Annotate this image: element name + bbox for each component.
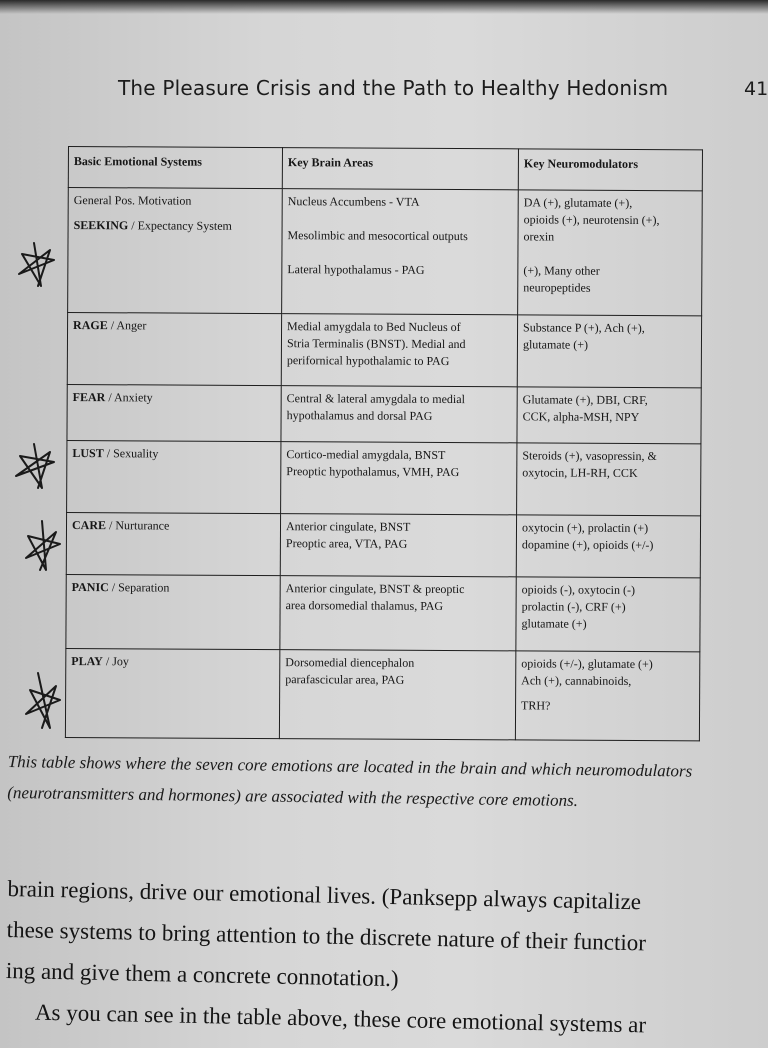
page-top-shadow: [0, 0, 768, 14]
system-cell: [67, 440, 281, 513]
table-row-rage: [67, 313, 701, 388]
system-cell: [68, 188, 283, 314]
neuromodulators-cell: [517, 443, 701, 516]
table-row-seeking: [68, 188, 703, 316]
handdrawn-star-icon: [14, 240, 58, 290]
neuromodulator-line: oxytocin, LH-RH, CCK: [522, 465, 638, 480]
header-basic-emotional-systems: Basic Emotional Systems: [68, 147, 282, 189]
neuromodulator-line: Steroids (+), vasopressin, &: [522, 448, 657, 464]
system-description: / Sexuality: [103, 446, 159, 461]
system-cell: [66, 512, 280, 575]
body-line: As you can see in the table above, these core emotional systems ar: [34, 999, 647, 1038]
system-preline: General Pos. Motivation: [73, 193, 192, 208]
handdrawn-star-icon: [20, 518, 64, 574]
brain-area-line: Dorsomedial diencephalon: [285, 655, 415, 670]
header-key-neuromodulators: Key Neuromodulators: [518, 149, 702, 191]
table-row-panic: [66, 574, 700, 651]
brain-area-line: Preoptic hypothalamus, VMH, PAG: [286, 464, 460, 480]
neuromodulator-line: oxytocin (+), prolactin (+): [521, 520, 649, 536]
neuromodulator-line: Ach (+), cannabinoids,: [521, 673, 632, 688]
brain-areas-cell: [280, 576, 516, 651]
system-cell: [67, 313, 281, 386]
brain-areas-cell: [281, 314, 517, 387]
running-head: The Pleasure Crisis and the Path to Healthy Hedonism: [118, 76, 669, 100]
brain-area-line: Nucleus Accumbens - VTA: [287, 194, 420, 209]
brain-area-line: Stria Terminalis (BNST). Medial and: [286, 336, 466, 352]
system-description: / Separation: [108, 580, 170, 595]
table-header-row: [68, 147, 702, 191]
system-name: PLAY: [71, 654, 103, 669]
table-row-fear: [67, 384, 701, 443]
brain-area-line: perifornical hypothalamic to PAG: [286, 353, 450, 368]
system-description: / Nurturance: [105, 518, 170, 533]
neuromodulator-line: CCK, alpha-MSH, NPY: [522, 409, 640, 424]
brain-area-line: Anterior cingulate, BNST & preoptic: [285, 581, 465, 597]
system-cell: [66, 574, 280, 649]
system-description: / Anxiety: [105, 390, 153, 405]
neuromodulator-line: prolactin (-), CRF (+): [521, 599, 626, 614]
handdrawn-star-icon: [12, 440, 58, 492]
page-number: 41: [744, 78, 768, 100]
neuromodulator-line: (+), Many other: [523, 263, 600, 278]
brain-area-line: area dorsomedial thalamus, PAG: [285, 598, 444, 613]
emotional-systems-table: [65, 146, 703, 741]
brain-area-line: Lateral hypothalamus - PAG: [287, 262, 425, 277]
neuromodulator-line: Glutamate (+), DBI, CRF,: [522, 392, 648, 408]
brain-area-line: hypothalamus and dorsal PAG: [286, 408, 433, 423]
body-text: [5, 868, 768, 1048]
brain-area-line: Medial amygdala to Bed Nucleus of: [287, 319, 461, 335]
system-name: CARE: [71, 518, 107, 533]
brain-area-line: Cortico-medial amygdala, BNST: [286, 447, 446, 462]
system-cell: [65, 648, 279, 738]
neuromodulators-cell: [515, 651, 699, 741]
system-description: / Joy: [102, 654, 129, 669]
handdrawn-star-icon: [20, 670, 64, 732]
neuromodulators-cell: [517, 315, 701, 388]
system-name: SEEKING: [73, 218, 129, 233]
system-name: PANIC: [71, 580, 109, 595]
neuromodulators-cell: [518, 190, 703, 316]
neuromodulators-cell: [516, 577, 700, 652]
neuromodulators-cell: [516, 515, 700, 578]
brain-areas-cell: [281, 386, 517, 443]
neuromodulator-line: Substance P (+), Ach (+),: [523, 320, 645, 336]
brain-areas-cell: [281, 442, 517, 515]
neuromodulator-line: neuropeptides: [523, 280, 591, 295]
brain-areas-cell: [282, 189, 519, 315]
system-name: LUST: [72, 446, 104, 461]
neuromodulator-line: DA (+), glutamate (+),: [523, 195, 633, 210]
neuromodulator-line: dopamine (+), opioids (+/-): [521, 537, 654, 553]
header-key-brain-areas: Key Brain Areas: [282, 148, 518, 190]
brain-areas-cell: [279, 650, 515, 740]
brain-area-line: Anterior cingulate, BNST: [285, 519, 411, 534]
body-line: ing and give them a concrete connotation.): [5, 957, 399, 992]
system-name: FEAR: [72, 390, 106, 405]
neuromodulator-line: opioids (+), neurotensin (+),: [523, 212, 660, 228]
neuromodulator-line: glutamate (+): [521, 616, 587, 631]
system-description: / Anger: [107, 318, 147, 333]
table-row-play: [65, 648, 699, 740]
brain-area-line: Central & lateral amygdala to medial: [286, 391, 465, 407]
brain-areas-cell: [280, 514, 516, 577]
brain-area-line: Preoptic area, VTA, PAG: [285, 536, 408, 551]
system-cell: [67, 384, 281, 441]
system-name: RAGE: [73, 318, 108, 333]
body-line: brain regions, drive our emotional lives. (Panksepp always capitalize: [7, 875, 642, 915]
body-line: these systems to bring attention to the discrete nature of their functior: [6, 916, 647, 956]
brain-area-line: Mesolimbic and mesocortical outputs: [287, 228, 468, 244]
neuromodulators-cell: [517, 387, 701, 444]
table-row-care: [66, 512, 700, 577]
neuromodulator-line: glutamate (+): [522, 337, 589, 352]
neuromodulator-line: orexin: [523, 229, 555, 244]
neuromodulator-line: TRH?: [521, 698, 551, 713]
table-caption: This table shows where the seven core emotions are located in the brain and which neuromodulators (neurotransmitters and hormones) are associated with the respective core emotions.: [7, 751, 693, 810]
brain-area-line: parafascicular area, PAG: [285, 672, 405, 687]
neuromodulator-line: opioids (-), oxytocin (-): [521, 582, 636, 597]
system-description: / Expectancy System: [128, 218, 232, 233]
table-row-lust: [67, 440, 701, 515]
neuromodulator-line: opioids (+/-), glutamate (+): [521, 656, 653, 672]
